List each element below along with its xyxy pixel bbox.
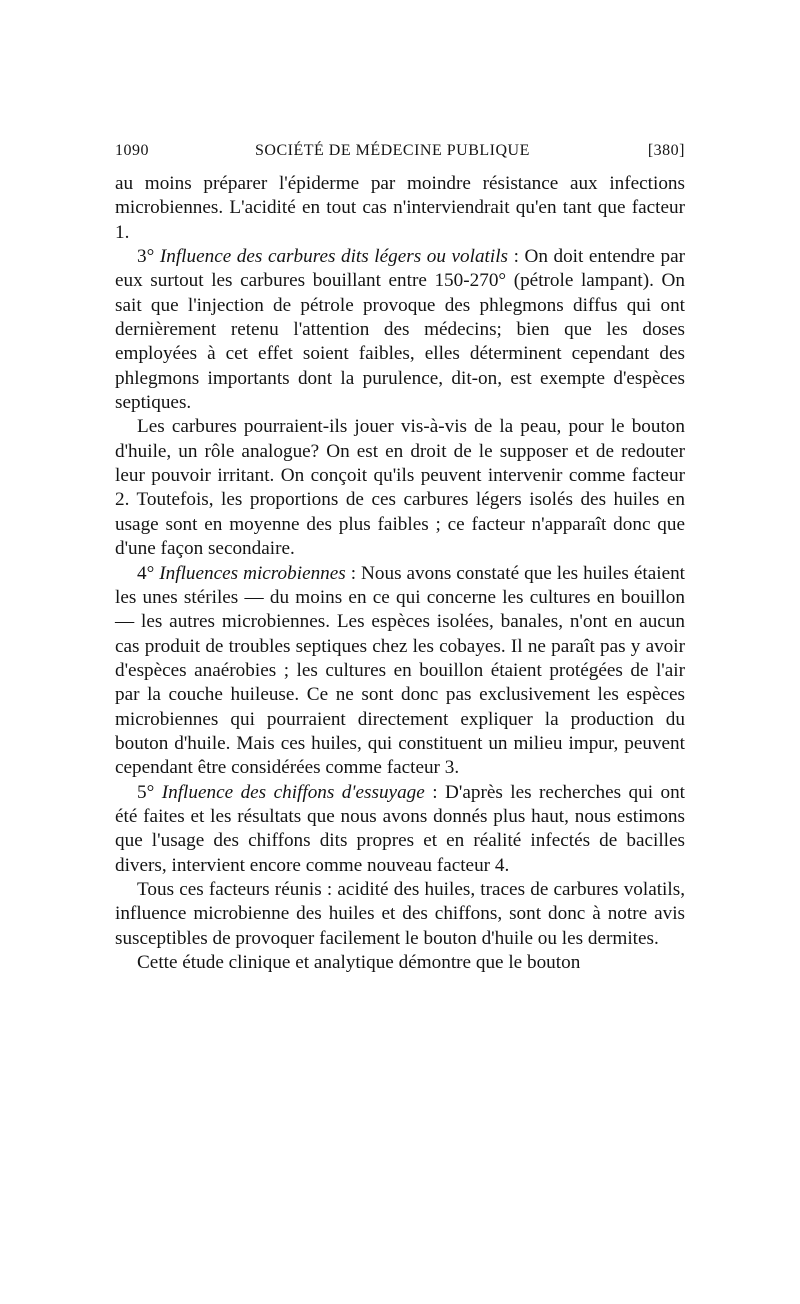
paragraph-text: : D'après les recherches qui ont été faites et les résultats que nous avons donnés plus haut, nous estimons que l'usage des chiffons dits propres et en réalité infectés de bacilles divers, intervient encore comme nouveau facteur 4. (115, 781, 685, 876)
paragraph-section-3 (115, 245, 685, 415)
section-heading: Influences microbiennes (159, 562, 346, 584)
section-heading: Influence des carbures dits légers ou volatils (159, 246, 508, 268)
paragraph-section-4 (115, 562, 685, 781)
paragraph-section-5 (115, 781, 685, 878)
paragraph-summary (115, 878, 685, 951)
paragraph-text: Cette étude clinique et analytique démontre que le bouton (137, 952, 581, 973)
paragraph-text: : On doit entendre par eux surtout les carbures bouillant entre 150-270° (pétrole lampant). On sait que l'injection de pétrole provoque des phlegmons diffus qui ont dernièrement retenu l'attention des médecins; bien que les doses employées à cet effet soient faibles, elles déterminent cependant des phlegmons importants dont la purulence, dit-on, est exempte d'espèces septiques. (115, 246, 685, 414)
document-page (115, 142, 685, 975)
paragraph-text: Tous ces facteurs réunis : acidité des huiles, traces de carbures volatils, influence microbienne des huiles et des chiffons, sont donc à notre avis susceptibles de provoquer facilement le bouton d'huile ou les dermites. (115, 878, 685, 949)
paragraph-continuation (115, 172, 685, 245)
paragraph-text: : Nous avons constaté que les huiles étaient les unes stériles — du moins en ce qui concerne les cultures en bouillon — les autres microbiennes. Les espèces isolées, banales, n'ont en aucun cas produit de troubles septiques chez les cobayes. Il ne paraît pas y avoir d'espèces anaérobies ; les cultures en bouillon étaient protégées de l'air par la couche huileuse. Ce ne sont donc pas exclusivement les espèces microbiennes qui pourraient directement expliquer la production du bouton d'huile. Mais ces huiles, qui constituent un milieu impur, peuvent cependant être considérées comme facteur 3. (115, 562, 686, 779)
page-number: 1090 (115, 142, 149, 159)
paragraph-text: au moins préparer l'épiderme par moindre résistance aux infections microbiennes. L'acidité en tout cas n'interviendrait qu'en tant que facteur 1. (115, 173, 685, 243)
header-title: SOCIÉTÉ DE MÉDECINE PUBLIQUE (255, 142, 530, 159)
section-heading: Influence des chiffons d'essuyage (161, 781, 425, 803)
paragraph-text: Les carbures pourraient-ils jouer vis-à-vis de la peau, pour le bouton d'huile, un rôle analogue? On est en droit de le supposer et de redouter leur pouvoir irritant. On conçoit qu'ils peuvent intervenir comme facteur 2. Toutefois, les proportions de ces carbures légers isolés des huiles en usage sont en moyenne des plus faibles ; ce facteur n'apparaît donc que d'une façon secondaire. (115, 416, 685, 560)
body-text (115, 172, 685, 975)
running-header (115, 142, 685, 172)
header-bracket-number: [380] (647, 142, 685, 159)
paragraph-carbures (115, 415, 685, 561)
section-number: 5° (137, 781, 155, 803)
section-number: 3° (137, 246, 155, 268)
paragraph-conclusion-start (115, 951, 685, 975)
section-number: 4° (137, 562, 155, 584)
